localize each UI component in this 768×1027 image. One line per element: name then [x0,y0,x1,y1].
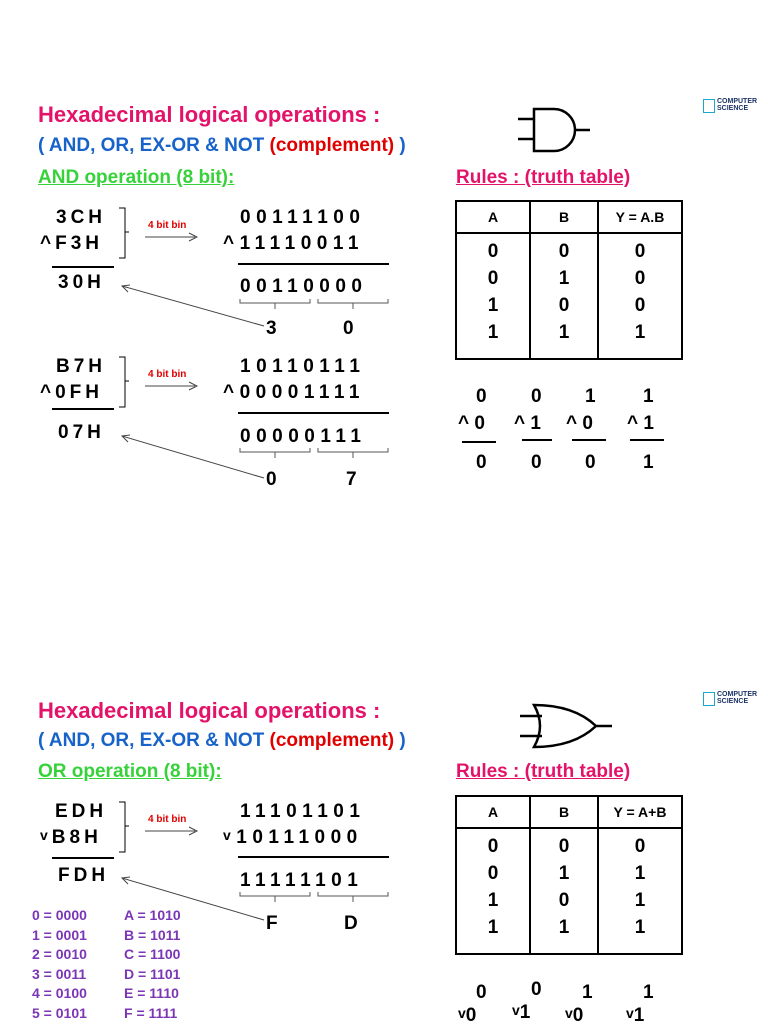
column-a: 0 0 1 1 [456,828,530,954]
nibble-low: 7 [346,469,357,490]
header-b: B [530,201,598,233]
rule-operand-a: 1 [582,982,593,1003]
rule-result: 1 [643,452,654,473]
slide-subtitle: ( AND, OR, EX-OR & NOT (complement) ) [38,730,406,751]
hex-legend-letters: A = 1010 B = 1011 C = 1100 D = 1101 E = 1110 F = 1111 [124,907,181,1021]
binary-operand-1: 11101101 [240,801,366,822]
rule-result: 0 [585,452,596,473]
rule-operand-b: ^ 0 [458,413,485,434]
rule-result: 0 [476,452,487,473]
column-a: 0 0 1 1 [456,233,530,359]
rule-operand-b: ^ 0 [566,413,593,434]
rules-label: Rules : (truth table) [456,167,631,188]
nibble-high: 0 [266,469,277,490]
truth-table [455,795,683,955]
operation-label: AND operation (8 bit): [38,167,235,188]
header-a: A [456,201,530,233]
header-a: A [456,796,530,828]
arrow-right-icon [145,232,201,242]
rule-operand-b: ^ 1 [627,413,654,434]
column-y: 0 1 1 1 [598,828,682,954]
binary-operand-2: $^v$10111000 [223,827,363,848]
rule-operand-b: $^v$0 [458,1005,477,1026]
operation-label: OR operation (8 bit): [38,761,222,782]
nibble-high: 3 [266,318,277,339]
truth-table [455,200,683,360]
conversion-label: 4 bit bin [148,814,187,825]
conversion-label: 4 bit bin [148,220,187,231]
binary-result: 00000111 [240,426,367,447]
binary-operand-1: 00111100 [240,207,366,228]
computer-science-logo: COMPUTER SCIENCE [703,691,767,707]
binary-operand-2: ^00001111 [223,382,365,403]
rule-operand-b: ^ 1 [514,413,541,434]
operand-1: B7H [56,356,107,377]
column-b: 0 1 0 1 [530,233,598,359]
column-b: 0 1 0 1 [530,828,598,954]
bracket [118,355,130,409]
nibble-low: 0 [343,318,354,339]
binary-operand-2: ^11110011 [223,233,364,254]
rules-label: Rules : (truth table) [456,761,631,782]
arrow-right-icon [145,381,201,391]
nibble-high: F [266,913,278,934]
hex-legend-digits: 0 = 0000 1 = 0001 2 = 0010 3 = 0011 4 = 0100 5 = 0101 [32,907,87,1021]
or-gate-icon [512,699,616,755]
header-b: B [530,796,598,828]
rule-operand-a: 1 [643,982,654,1003]
header-y: Y = A+B [598,796,682,828]
rule-operand-a: 1 [643,386,654,407]
operand-1: 3CH [56,207,107,228]
binary-result: 00110000 [240,276,368,297]
hex-result: 30H [58,272,105,293]
computer-science-logo: COMPUTER SCIENCE [703,98,767,114]
operand-1: EDH [55,801,108,822]
rule-operand-a: 0 [531,386,542,407]
hex-result: FDH [58,865,110,886]
rule-operand-a: 0 [531,979,542,1000]
rule-operand-b: $^v$1 [512,1002,531,1023]
slide-subtitle: ( AND, OR, EX-OR & NOT (complement) ) [38,135,406,156]
rule-operand-b: $^v$1 [626,1005,645,1026]
rule-result: 0 [531,452,542,473]
bracket [118,800,130,854]
rule-operand-a: 1 [585,386,596,407]
operand-2: $^v$B8H [40,827,102,848]
pointer-arrow-icon [118,282,266,328]
arrow-right-icon [145,826,201,836]
column-y: 0 0 0 1 [598,233,682,359]
operand-2: ^0FH [40,382,104,403]
and-gate-icon [512,103,602,157]
slide-title: Hexadecimal logical operations : [38,698,381,723]
header-y: Y = A.B [598,201,682,233]
rule-operand-a: 0 [476,982,487,1003]
slide-title: Hexadecimal logical operations : [38,102,381,127]
binary-result: 11111101 [240,870,364,891]
pointer-arrow-icon [118,432,266,480]
conversion-label: 4 bit bin [148,369,187,380]
nibble-low: D [344,913,358,934]
bracket [118,206,130,260]
operand-2: ^F3H [40,233,104,254]
hex-result: 07H [58,422,105,443]
rule-operand-a: 0 [476,386,487,407]
rule-operand-b: $^v$0 [565,1005,584,1026]
binary-operand-1: 10110111 [240,356,366,377]
